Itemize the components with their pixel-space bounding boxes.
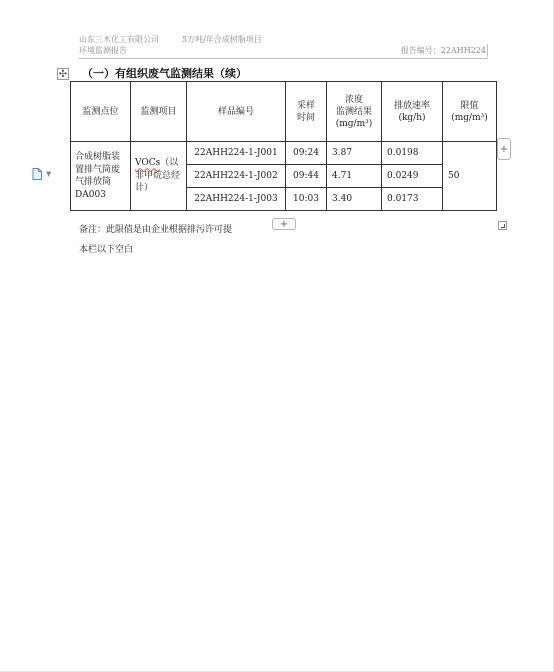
note-text: 备注：此限值是由企业根据排污许可提 (79, 225, 233, 235)
cell-time[interactable]: 09:24 (286, 142, 327, 165)
header-rate-unit: (kg/h) (398, 112, 426, 123)
header-conc-unit: (mg/m³) (335, 118, 373, 129)
cell-concentration[interactable]: 3.40 (327, 188, 382, 211)
header-company: 山东三木化工有限公司 (79, 35, 159, 44)
header-item[interactable]: 监测项目 (131, 82, 187, 142)
cell-limit[interactable]: 50 (443, 142, 497, 211)
cell-emission-rate[interactable]: 0.0198 (382, 142, 443, 165)
cell-sample-no[interactable]: 22AHH224-1-J001 (187, 142, 286, 165)
header-rate-line1: 排放速率 (393, 100, 430, 111)
header-conc-line2: 监测结果 (335, 106, 372, 117)
header-limit-unit: (mg/m³) (451, 112, 488, 123)
add-row-icon[interactable]: + (272, 218, 296, 230)
cell-emission-rate[interactable]: 0.0173 (382, 188, 443, 211)
cell-concentration[interactable]: 4.71 (327, 165, 382, 188)
page-header (79, 34, 488, 56)
header-sample-no[interactable]: 样品编号 (187, 82, 286, 142)
cell-emission-rate[interactable]: 0.0249 (382, 165, 443, 188)
header-project: 5万吨/年合成树脂项目 (182, 35, 262, 44)
chevron-down-icon[interactable]: ▼ (46, 170, 52, 178)
header-divider (79, 58, 488, 59)
cell-concentration[interactable]: 3.87 (327, 142, 382, 165)
document-icon[interactable] (32, 168, 42, 180)
table-move-icon[interactable]: ✣ (58, 69, 68, 80)
cell-item-vocs: VOCs (135, 158, 161, 169)
header-time[interactable] (286, 82, 327, 142)
cell-item-rest: （以非甲烷总烃计） (135, 158, 181, 194)
cell-sample-no[interactable]: 22AHH224-1-J002 (187, 165, 286, 188)
monitoring-table (70, 81, 497, 211)
table-row (71, 142, 497, 165)
add-column-icon[interactable]: + (497, 138, 511, 160)
header-conc-line1: 浓度 (344, 94, 363, 105)
header-location[interactable]: 监测点位 (71, 82, 131, 142)
section-title: （一）有组织废气监测结果（续） (82, 67, 247, 80)
header-concentration[interactable] (327, 82, 382, 142)
cell-location[interactable]: 合成树脂装置排气筒废气排放筒DA003 (71, 142, 131, 211)
header-report-number: 报告编号：22AHH224 (400, 46, 486, 55)
header-limit-line1: 限值 (460, 100, 479, 111)
table-resize-icon[interactable] (498, 221, 507, 230)
cell-time[interactable]: 09:44 (286, 165, 327, 188)
header-time-line1: 采样 (296, 100, 315, 111)
blank-below-text: 本栏以下空白 (79, 245, 134, 255)
cell-sample-no[interactable]: 22AHH224-1-J003 (187, 188, 286, 211)
header-emission-rate[interactable] (382, 82, 443, 142)
header-cursor-mark (487, 44, 488, 57)
cell-time[interactable]: 10:03 (286, 188, 327, 211)
header-report-type: 环境监测报告 (79, 46, 127, 55)
cell-item[interactable] (131, 142, 187, 211)
header-time-line2: 时间 (296, 112, 315, 123)
table-header-row (71, 82, 497, 142)
header-limit[interactable] (443, 82, 497, 142)
